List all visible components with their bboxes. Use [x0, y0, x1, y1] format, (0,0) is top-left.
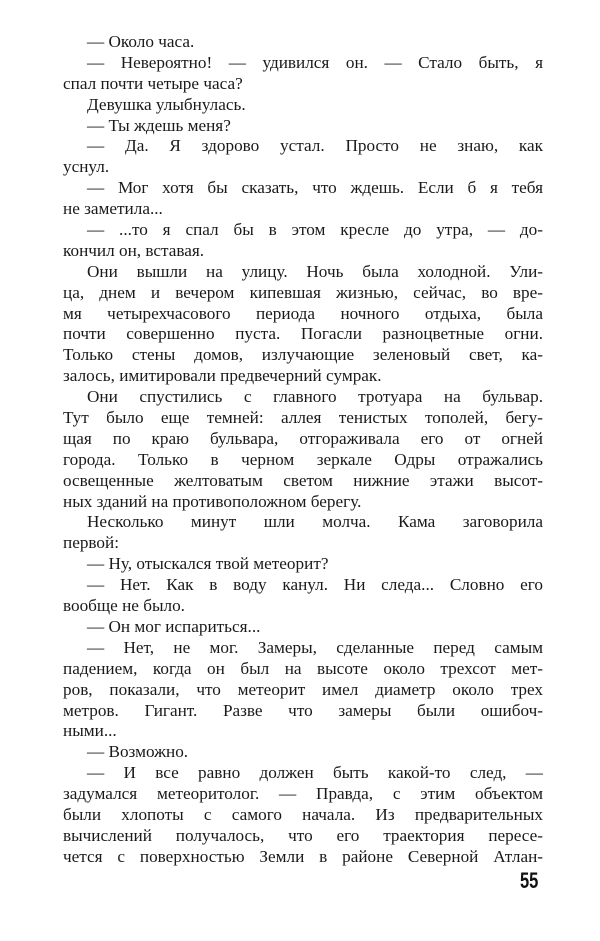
text-line: почти совершенно пуста. Погасли разноцветные огни. [63, 324, 543, 344]
text-line: — Мог хотя бы сказать, что ждешь. Если б я тебя [87, 178, 543, 198]
text-line: Девушка улыбнулась. [87, 94, 246, 114]
text-line: ных зданий на противоположном берегу. [63, 491, 362, 511]
text-line: — Нет. Как в воду канул. Ни следа... Словно его [87, 575, 543, 595]
text-line: залось, имитировали предвечерний сумрак. [63, 366, 382, 386]
text-line: Несколько минут шли молча. Кама заговорила [87, 512, 543, 532]
text-line: — ...то я спал бы в этом кресле до утра, — до- [87, 220, 543, 240]
text-line: — Ты ждешь меня? [87, 115, 231, 135]
book-page-text [63, 32, 543, 868]
text-line: чется с поверхностью Земли в районе Северной Атлан- [63, 846, 543, 866]
text-line: вообще не было. [63, 596, 185, 616]
text-line: города. Только в черном зеркале Одры отражались [63, 449, 543, 469]
text-line: — Ну, отыскался твой метеорит? [87, 554, 329, 574]
text-line: ными... [63, 721, 117, 741]
text-line: вычислений получалось, что его траектория пересе- [63, 825, 543, 845]
text-line: — Нет, не мог. Замеры, сделанные перед самым [87, 637, 543, 657]
text-line: задумался метеоритолог. — Правда, с этим объектом [63, 784, 543, 804]
text-line: кончил он, вставая. [63, 240, 205, 260]
text-line: мя четырехчасового периода ночного отдыха, была [63, 303, 543, 323]
text-line: Тут было еще темней: аллея тенистых тополей, бегу- [63, 408, 543, 428]
text-line: ца, днем и вечером кипевшая жизнью, сейчас, во вре- [63, 282, 543, 302]
text-line: — Возможно. [87, 742, 189, 762]
text-line: освещенные желтоватым светом нижние этажи высот- [63, 470, 543, 490]
text-line: ров, показали, что метеорит имел диаметр около трех [63, 679, 543, 699]
text-line: были хлопоты с самого начала. Из предварительных [63, 804, 543, 824]
text-line: первой: [63, 533, 119, 553]
text-line: — Невероятно! — удивился он. — Стало быть, я [87, 52, 543, 72]
text-line: — И все равно должен быть какой-то след, — [87, 763, 543, 783]
text-line: — Он мог испариться... [87, 616, 261, 636]
text-line: Только стены домов, излучающие зеленовый свет, ка- [63, 345, 543, 365]
page-number: 55 [520, 868, 539, 893]
text-line: — Да. Я здорово устал. Просто не знаю, как [87, 136, 543, 156]
text-line: Они вышли на улицу. Ночь была холодной. Ули- [87, 261, 543, 281]
text-line: спал почти четыре часа? [63, 73, 243, 93]
text-line: — Около часа. [87, 32, 195, 51]
text-line: Они спустились с главного тротуара на бульвар. [87, 387, 543, 407]
text-line: щая по краю бульвара, отгораживала его от огней [63, 428, 543, 448]
text-line: не заметила... [63, 199, 163, 219]
text-line: уснул. [63, 157, 110, 177]
text-line: падением, когда он был на высоте около трехсот мет- [63, 658, 543, 678]
text-line: метров. Гигант. Разве что замеры были ошибоч- [63, 700, 543, 720]
